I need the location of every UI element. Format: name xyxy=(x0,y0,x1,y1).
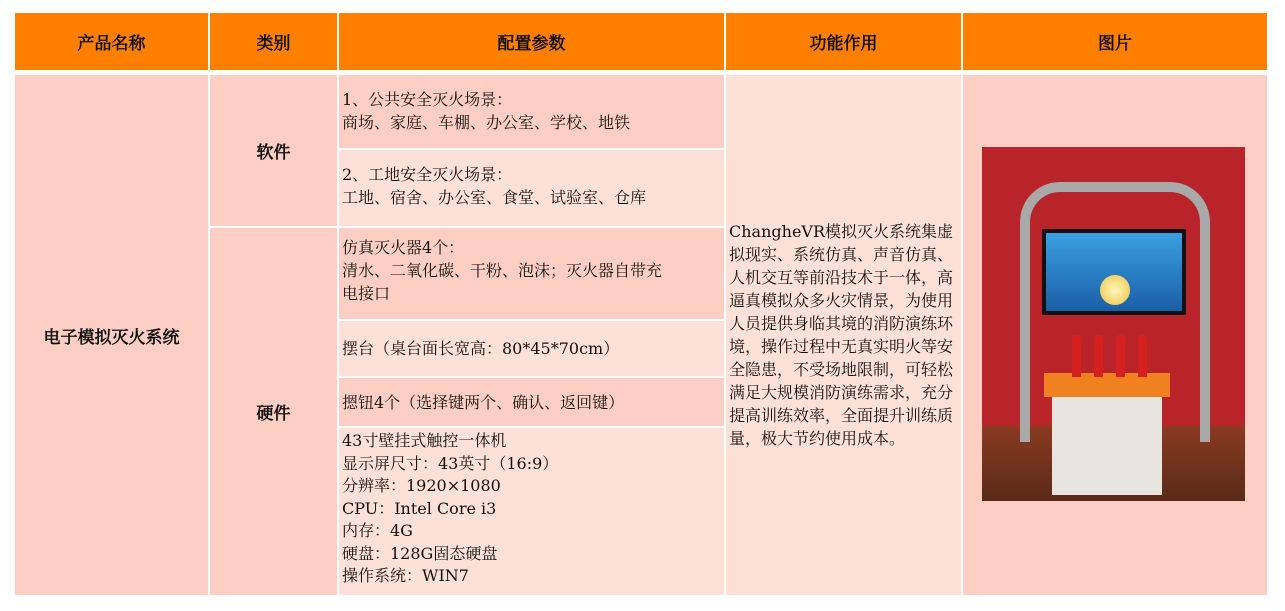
ext-title: 仿真灭火器4个： xyxy=(342,238,465,257)
buttons-text: 摁钮4个（选择键两个、确认、返回键） xyxy=(342,392,625,412)
product-name-cell xyxy=(15,75,208,595)
scene2-items: 工地、宿舍、办公室、食堂、试验室、仓库 xyxy=(342,188,647,207)
category-software-cell xyxy=(210,75,337,226)
photo-display xyxy=(1042,229,1186,315)
display-disk: 硬盘：128G固态硬盘 xyxy=(342,543,498,563)
photo-extinguisher xyxy=(1094,335,1103,377)
scene2-title: 2、工地安全灭火场景： xyxy=(342,165,513,184)
display-title: 43寸壁挂式触控一体机 xyxy=(342,431,507,450)
ext-line2: 电接口 xyxy=(342,284,391,303)
scene1-items: 商场、家庭、车棚、办公室、学校、地铁 xyxy=(342,113,631,132)
ext-line1: 清水、二氧化碳、干粉、泡沫；灭火器自带充 xyxy=(342,261,663,280)
function-cell xyxy=(726,75,961,595)
function-text: ChangheVR模拟灭火系统集虚拟现实、系统仿真、声音仿真、人机交互等前沿技术于一体，高逼真模拟众多火灾情景，为使用人员提供身临其境的消防演练环境，操作过程中无真实明火等安全隐患，不受场地限制，可轻松满足大规模消防演练需求，充分提高训练效率，全面提升训练质量，极大节约使用成本。 xyxy=(729,222,954,448)
category-software: 软件 xyxy=(256,143,291,163)
photo-extinguisher xyxy=(1072,335,1081,377)
header-config: 配置参数 xyxy=(339,13,724,70)
header-product-name: 产品名称 xyxy=(15,13,208,70)
param-scene2 xyxy=(339,150,724,226)
product-photo xyxy=(982,147,1245,501)
photo-stand-top xyxy=(1044,373,1170,397)
category-hardware: 硬件 xyxy=(256,404,291,424)
display-size: 显示屏尺寸：43英寸（16:9） xyxy=(342,453,559,473)
display-cpu: CPU：Intel Core i3 xyxy=(342,498,497,518)
display-memory: 内存：4G xyxy=(342,521,413,540)
display-os: 操作系统：WIN7 xyxy=(342,566,469,585)
param-scene1 xyxy=(339,75,724,148)
display-resolution: 分辨率：1920×1080 xyxy=(342,476,501,495)
stand-text: 摆台（桌台面长宽高：80*45*70cm） xyxy=(342,339,620,358)
param-stand xyxy=(339,321,724,376)
scene1-title: 1、公共安全灭火场景： xyxy=(342,90,513,109)
photo-extinguisher xyxy=(1138,335,1147,377)
header-category: 类别 xyxy=(210,13,337,70)
product-name: 电子模拟灭火系统 xyxy=(43,327,180,348)
param-display xyxy=(339,428,724,595)
photo-screen xyxy=(1046,233,1182,311)
param-buttons xyxy=(339,378,724,426)
photo-extinguisher xyxy=(1116,335,1125,377)
photo-sun xyxy=(1100,275,1130,305)
param-extinguishers xyxy=(339,228,724,319)
header-function: 功能作用 xyxy=(726,13,961,70)
header-image: 图片 xyxy=(963,13,1267,70)
category-hardware-cell xyxy=(210,228,337,595)
